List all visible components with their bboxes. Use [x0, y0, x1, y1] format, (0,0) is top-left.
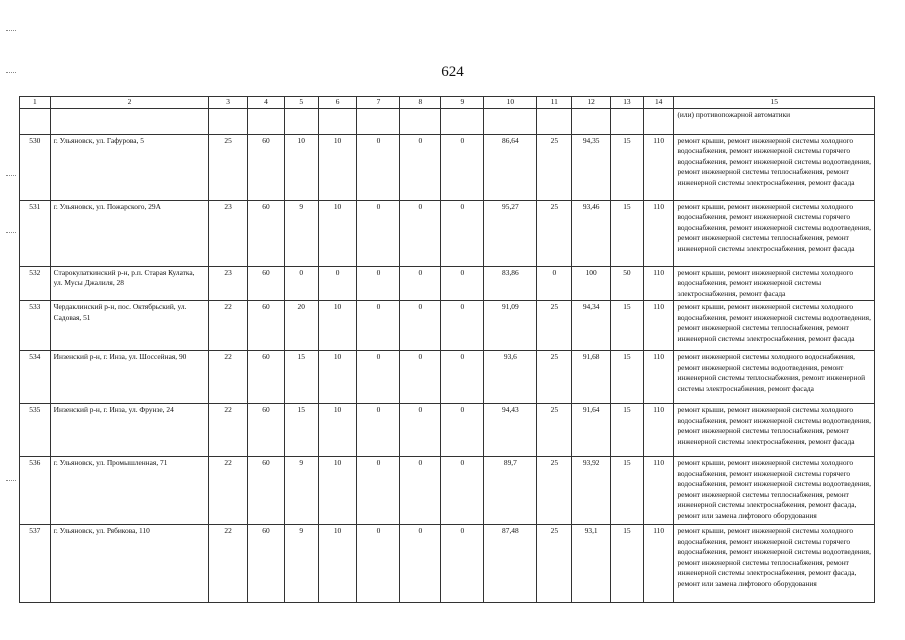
table-cell: 0: [441, 351, 484, 404]
table-cell: 20: [284, 301, 318, 351]
table-cell: 10: [318, 351, 357, 404]
table-row: [20, 404, 875, 457]
table-cell: 22: [209, 404, 248, 457]
table-cell: 25: [537, 351, 572, 404]
table-cell: [572, 108, 611, 134]
table-cell: 93,6: [484, 351, 537, 404]
address-cell: г. Ульяновск, ул. Рябикова, 110: [50, 525, 209, 603]
table-cell: 110: [643, 457, 674, 525]
table-cell: 100: [572, 266, 611, 301]
table-cell: 9: [284, 200, 318, 266]
row-number: 534: [20, 351, 51, 404]
table-row: [20, 134, 875, 200]
table-cell: 0: [357, 134, 400, 200]
table-cell: 110: [643, 404, 674, 457]
table-cell: 110: [643, 134, 674, 200]
table-cell: 0: [400, 134, 441, 200]
column-header: 2: [50, 97, 209, 109]
table-cell: 0: [357, 525, 400, 603]
table-cell: 10: [318, 301, 357, 351]
table-cell: 0: [400, 457, 441, 525]
address-cell: г. Ульяновск, ул. Гафурова, 5: [50, 134, 209, 200]
table-cell: 15: [611, 301, 644, 351]
table-cell: 0: [318, 266, 357, 301]
column-header: 13: [611, 97, 644, 109]
table-cell: 23: [209, 266, 248, 301]
table-cell: 0: [357, 404, 400, 457]
continuation-row: [20, 108, 875, 134]
table-cell: 0: [400, 200, 441, 266]
table-cell: [357, 108, 400, 134]
table-cell: 10: [318, 134, 357, 200]
table-cell: 0: [537, 266, 572, 301]
table-cell: 0: [441, 134, 484, 200]
column-header: 3: [209, 97, 248, 109]
table-cell: 60: [248, 266, 285, 301]
table-cell: 60: [248, 525, 285, 603]
table-cell: 0: [357, 301, 400, 351]
works-list-cell: ремонт крыши, ремонт инженерной системы холодного водоснабжения, ремонт инженерной системы горячего водоснабжения, ремонт инженерной системы водоотведения, ремонт инженерной системы теплоснабжения, ремонт инженерной системы электроснабжения, ремонт фасада: [674, 200, 875, 266]
table-cell: 94,34: [572, 301, 611, 351]
table-cell: 22: [209, 351, 248, 404]
table-row: [20, 525, 875, 603]
table-cell: [318, 108, 357, 134]
works-list-cell: ремонт крыши, ремонт инженерной системы холодного водоснабжения, ремонт инженерной системы водоотведения, ремонт инженерной системы теплоснабжения, ремонт инженерной системы электроснабжения, ремонт фасада: [674, 404, 875, 457]
row-number: 532: [20, 266, 51, 301]
table-cell: 94,35: [572, 134, 611, 200]
table-cell: 0: [400, 266, 441, 301]
table-cell: 0: [441, 301, 484, 351]
table-cell: 60: [248, 404, 285, 457]
works-list-cell: ремонт инженерной системы холодного водоснабжения, ремонт инженерной системы водоотведения, ремонт инженерной системы теплоснабжения, ремонт инженерной системы электроснабжения, ремонт фасада: [674, 351, 875, 404]
table-cell: [611, 108, 644, 134]
table-cell: 110: [643, 301, 674, 351]
table-cell: 0: [284, 266, 318, 301]
address-cell: г. Ульяновск, ул. Промышленная, 71: [50, 457, 209, 525]
table-row: [20, 301, 875, 351]
column-header: 5: [284, 97, 318, 109]
margin-mark: [6, 30, 16, 32]
works-list-cell: ремонт крыши, ремонт инженерной системы холодного водоснабжения, ремонт инженерной системы горячего водоснабжения, ремонт инженерной системы водоотведения, ремонт инженерной системы теплоснабжения, ремонт инженерной системы электроснабжения, ремонт фасада, ремонт или замена лифтового оборудования: [674, 457, 875, 525]
table-cell: 0: [441, 457, 484, 525]
table-cell: 0: [400, 351, 441, 404]
table-cell: 60: [248, 457, 285, 525]
table-cell: 22: [209, 525, 248, 603]
table-cell: 15: [611, 134, 644, 200]
table-cell: 25: [537, 134, 572, 200]
table-row: [20, 351, 875, 404]
table-cell: 15: [611, 200, 644, 266]
address-cell: Инзенский р-н, г. Инза, ул. Фрунзе, 24: [50, 404, 209, 457]
table-cell: 60: [248, 134, 285, 200]
column-header: 10: [484, 97, 537, 109]
table-cell: 23: [209, 200, 248, 266]
table-cell: 15: [611, 351, 644, 404]
row-number: 531: [20, 200, 51, 266]
table-cell: 60: [248, 301, 285, 351]
table-cell: 50: [611, 266, 644, 301]
table-cell: 15: [284, 404, 318, 457]
table-cell: 91,68: [572, 351, 611, 404]
table-cell: 110: [643, 525, 674, 603]
table-cell: 0: [400, 404, 441, 457]
table-cell: 110: [643, 266, 674, 301]
table-cell: 0: [357, 200, 400, 266]
column-header: 6: [318, 97, 357, 109]
table-cell: [20, 108, 51, 134]
table-cell: 25: [537, 200, 572, 266]
table-cell: 10: [318, 404, 357, 457]
table-cell: 0: [400, 525, 441, 603]
address-cell: Инзенский р-н, г. Инза, ул. Шоссейная, 90: [50, 351, 209, 404]
works-table: [19, 96, 875, 603]
table-cell: [537, 108, 572, 134]
margin-mark: [6, 175, 16, 177]
table-cell: [209, 108, 248, 134]
table-cell: 93,1: [572, 525, 611, 603]
table-cell: [643, 108, 674, 134]
table-cell: 83,86: [484, 266, 537, 301]
table-cell: 95,27: [484, 200, 537, 266]
table-cell: 110: [643, 351, 674, 404]
table-cell: 15: [611, 525, 644, 603]
table-cell: 10: [318, 457, 357, 525]
table-cell: 15: [284, 351, 318, 404]
table-cell: 93,92: [572, 457, 611, 525]
table-cell: 15: [611, 457, 644, 525]
table-cell: 25: [209, 134, 248, 200]
table-cell: 10: [284, 134, 318, 200]
table-cell: [50, 108, 209, 134]
table-cell: 86,64: [484, 134, 537, 200]
column-header: 9: [441, 97, 484, 109]
margin-mark: [6, 232, 16, 234]
table-cell: 87,48: [484, 525, 537, 603]
table-cell: 9: [284, 457, 318, 525]
table-cell: 0: [357, 457, 400, 525]
table-cell: [400, 108, 441, 134]
table-cell: 9: [284, 525, 318, 603]
column-header: 7: [357, 97, 400, 109]
table-row: [20, 200, 875, 266]
table-cell: 0: [357, 351, 400, 404]
table-cell: 15: [611, 404, 644, 457]
table-row: [20, 266, 875, 301]
row-number: 535: [20, 404, 51, 457]
table-cell: 25: [537, 457, 572, 525]
works-list-cell: ремонт крыши, ремонт инженерной системы холодного водоснабжения, ремонт инженерной системы горячего водоснабжения, ремонт инженерной системы водоотведения, ремонт инженерной системы теплоснабжения, ремонт инженерной системы электроснабжения, ремонт фасада, ремонт или замена лифтового оборудования: [674, 525, 875, 603]
table-cell: [484, 108, 537, 134]
works-list-cell: ремонт крыши, ремонт инженерной системы холодного водоснабжения, ремонт инженерной системы горячего водоснабжения, ремонт инженерной системы водоотведения, ремонт инженерной системы теплоснабжения, ремонт инженерной системы электроснабжения, ремонт фасада: [674, 134, 875, 200]
table-cell: 91,09: [484, 301, 537, 351]
table-cell: 10: [318, 525, 357, 603]
table-cell: 25: [537, 301, 572, 351]
table-cell: 60: [248, 200, 285, 266]
row-number: 533: [20, 301, 51, 351]
row-number: 536: [20, 457, 51, 525]
address-cell: Чердаклинский р-н, пос. Октябрьский, ул. Садовая, 51: [50, 301, 209, 351]
row-number: 537: [20, 525, 51, 603]
table-cell: 0: [441, 525, 484, 603]
table-cell: 0: [400, 301, 441, 351]
column-header: 11: [537, 97, 572, 109]
table-cell: 22: [209, 457, 248, 525]
column-header: 4: [248, 97, 285, 109]
table-row: [20, 457, 875, 525]
table-cell: 60: [248, 351, 285, 404]
works-list-cell: ремонт крыши, ремонт инженерной системы холодного водоснабжения, ремонт инженерной системы водоотведения, ремонт инженерной системы теплоснабжения, ремонт инженерной системы электроснабжения, ремонт фасада: [674, 301, 875, 351]
table-cell: 110: [643, 200, 674, 266]
address-cell: Старокулаткинский р-н, р.п. Старая Кулатка, ул. Мусы Джалиля, 28: [50, 266, 209, 301]
table-cell: 25: [537, 404, 572, 457]
table-cell: [248, 108, 285, 134]
table-cell: 93,46: [572, 200, 611, 266]
column-header: 1: [20, 97, 51, 109]
table-cell: 0: [441, 200, 484, 266]
table-cell: 25: [537, 525, 572, 603]
address-cell: г. Ульяновск, ул. Пожарского, 29А: [50, 200, 209, 266]
works-list-cell: ремонт крыши, ремонт инженерной системы холодного водоснабжения, ремонт инженерной системы электроснабжения, ремонт фасада: [674, 266, 875, 301]
table-cell: 22: [209, 301, 248, 351]
column-header: 8: [400, 97, 441, 109]
table-cell: (или) противопожарной автоматики: [674, 108, 875, 134]
column-header: 14: [643, 97, 674, 109]
table-cell: 89,7: [484, 457, 537, 525]
table-cell: 0: [441, 404, 484, 457]
column-header-row: [20, 97, 875, 109]
table-cell: 94,43: [484, 404, 537, 457]
column-header: 15: [674, 97, 875, 109]
table-cell: 0: [357, 266, 400, 301]
table-cell: 91,64: [572, 404, 611, 457]
column-header: 12: [572, 97, 611, 109]
page-number: 624: [441, 64, 464, 80]
table-cell: [441, 108, 484, 134]
margin-mark: [6, 480, 16, 482]
row-number: 530: [20, 134, 51, 200]
table-cell: 10: [318, 200, 357, 266]
table-cell: 0: [441, 266, 484, 301]
table-cell: [284, 108, 318, 134]
